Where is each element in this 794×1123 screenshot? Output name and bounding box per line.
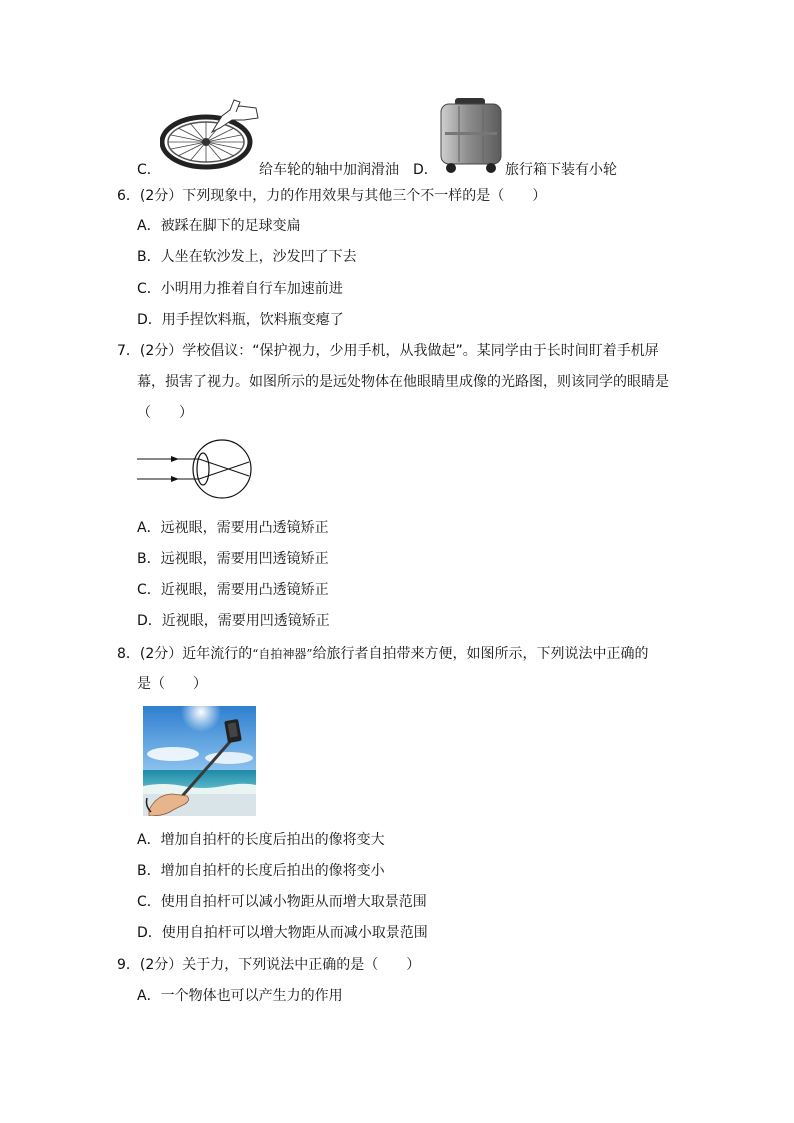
- eye-ray-diagram: [135, 438, 255, 500]
- q8-stem-line2: 是（ ）: [137, 676, 207, 692]
- q5-option-c-text: 给车轮的轴中加润滑油: [259, 162, 399, 178]
- q7-stem-line2: 幕，损害了视力。如图所示的是远处物体在他眼睛里成像的光路图，则该同学的眼睛是: [137, 374, 669, 390]
- q8-option-d: D．使用自拍杆可以增大物距从而减小取景范围: [137, 925, 428, 941]
- q8-option-b: B．增加自拍杆的长度后拍出的像将变小: [137, 863, 385, 879]
- q5-option-d-label: D．: [413, 162, 438, 178]
- suitcase-figure: [437, 96, 505, 176]
- q8-stem-line1: [117, 644, 649, 664]
- bicycle-wheel-figure: [160, 96, 260, 170]
- q6-option-d: D．用手捏饮料瓶，饮料瓶变瘪了: [137, 312, 344, 328]
- q9-option-a: A．一个物体也可以产生力的作用: [137, 988, 343, 1004]
- q8-stem-part1: 8．(2分）近年流行的: [117, 646, 253, 662]
- q9-stem: 9．(2分）关于力，下列说法中正确的是（ ）: [117, 957, 421, 973]
- q6-option-b: B．人坐在软沙发上，沙发凹了下去: [137, 249, 357, 265]
- q7-option-d: D．近视眼，需要用凹透镜矫正: [137, 613, 330, 629]
- selfie-stick-photo: [143, 706, 256, 816]
- q6-stem: 6．(2分）下列现象中，力的作用效果与其他三个不一样的是（ ）: [117, 188, 547, 204]
- q7-option-b: B．远视眼，需要用凹透镜矫正: [137, 551, 329, 567]
- q8-stem-quoted-term: “自拍神器”: [252, 647, 313, 661]
- q5-option-c-label: C．: [137, 162, 161, 178]
- q7-option-c: C．近视眼，需要用凸透镜矫正: [137, 582, 329, 598]
- q8-option-c: C．使用自拍杆可以减小物距从而增大取景范围: [137, 894, 427, 910]
- q7-stem-line3: （ ）: [137, 405, 193, 421]
- q7-option-a: A．远视眼，需要用凸透镜矫正: [137, 520, 329, 536]
- q8-stem-part2: 给旅行者自拍带来方便，如图所示，下列说法中正确的: [312, 646, 649, 662]
- q8-option-a: A．增加自拍杆的长度后拍出的像将变大: [137, 832, 385, 848]
- q6-option-a: A．被踩在脚下的足球变扁: [137, 218, 301, 234]
- q5-option-d-text: 旅行箱下装有小轮: [505, 162, 617, 178]
- q6-option-c: C．小明用力推着自行车加速前进: [137, 281, 343, 297]
- q7-stem-line1: 7．(2分）学校倡议：“保护视力，少用手机，从我做起”。某同学由于长时间盯着手机屏: [117, 343, 659, 359]
